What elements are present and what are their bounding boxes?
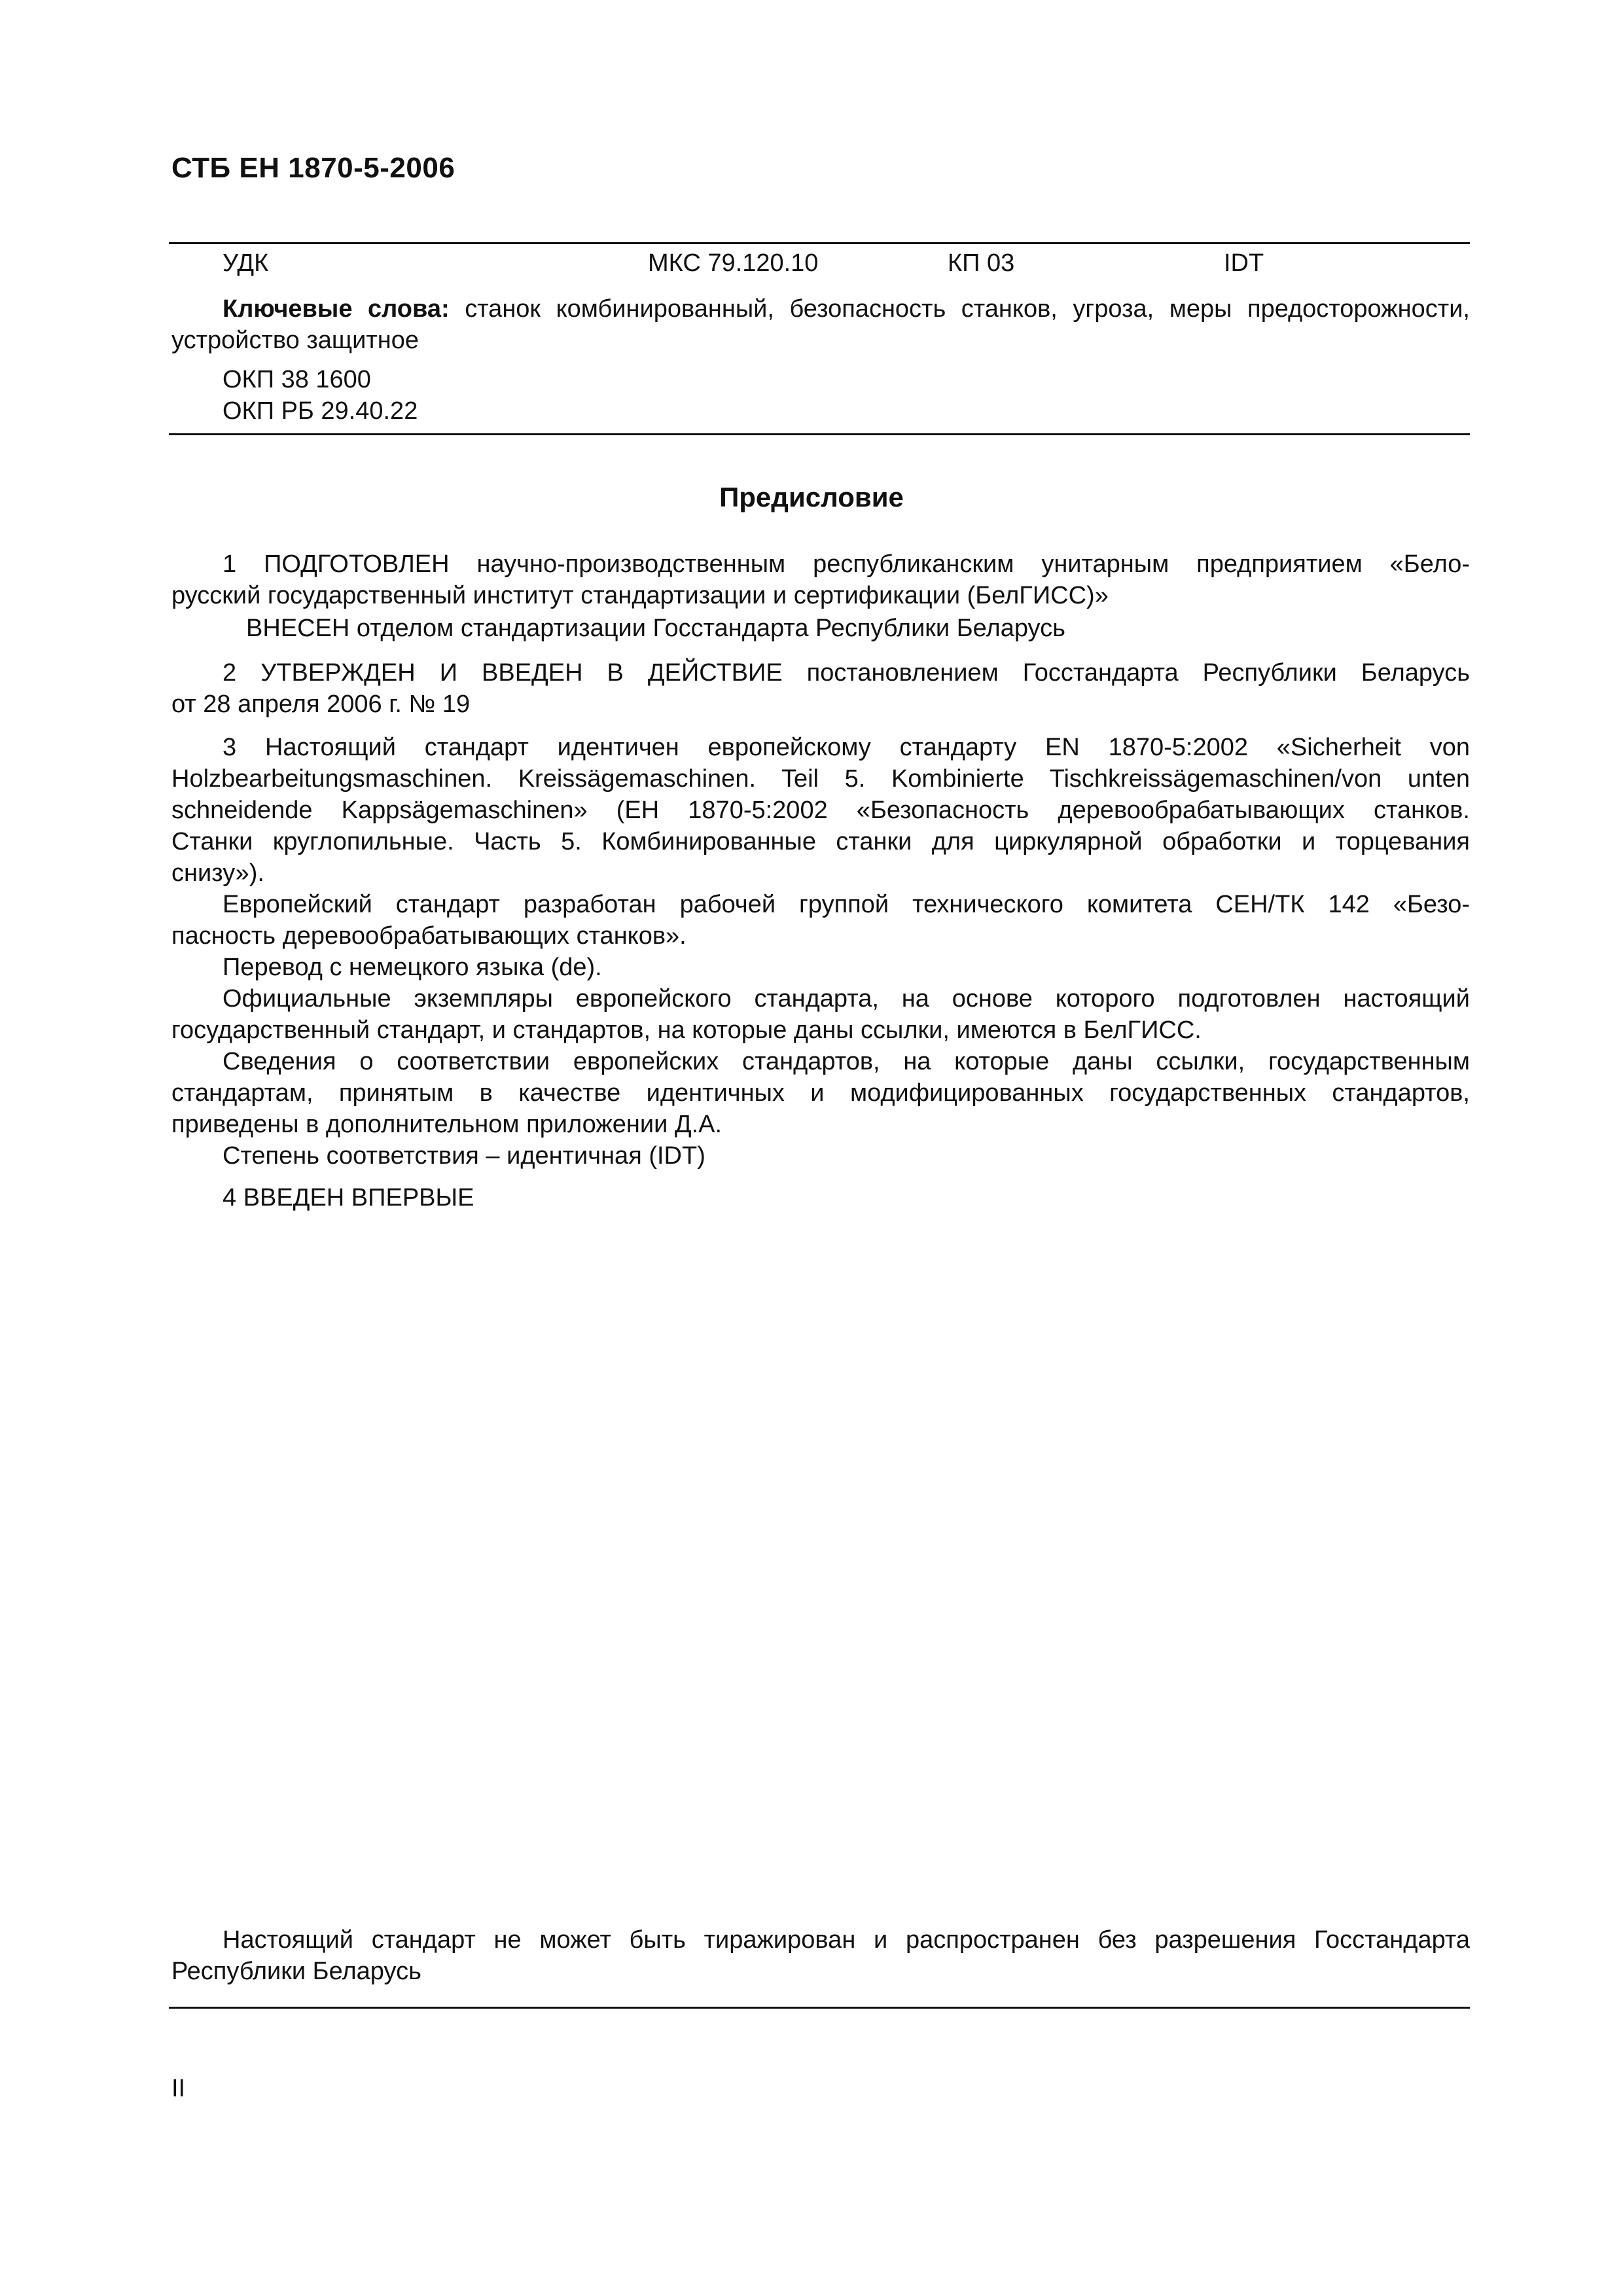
preface-item-3-line-5: снизу»). — [171, 859, 264, 887]
preface-item-1-line-1: 1 ПОДГОТОВЛЕН научно-производственным республиканским унитарным предприятием «Бело- — [223, 550, 1470, 578]
classification-divider — [169, 433, 1470, 435]
page-number: II — [171, 2075, 186, 2102]
document-code: СТБ ЕН 1870-5-2006 — [171, 152, 455, 184]
preface-item-3-line-10: государственный стандарт, и стандартов, на которые даны ссылки, имеются в БелГИСС. — [171, 1016, 1202, 1044]
preface-item-4: 4 ВВЕДЕН ВПЕРВЫЕ — [223, 1184, 474, 1211]
mks-code: МКС 79.120.10 — [648, 249, 819, 277]
preface-item-3-line-7: пасность деревообрабатывающих станков». — [171, 922, 687, 950]
preface-item-3-line-13: приведены в дополнительном приложении Д.А. — [171, 1111, 722, 1138]
preface-item-2-line-1: 2 УТВЕРЖДЕН И ВВЕДЕН В ДЕЙСТВИЕ постановлением Госстандарта Республики Беларусь — [223, 659, 1470, 687]
keywords-line-2: устройство защитное — [171, 327, 419, 354]
preface-item-2-line-2: от 28 апреля 2006 г. № 19 — [171, 691, 471, 718]
preface-item-3-line-4: Станки круглопильные. Часть 5. Комбинированные станки для циркулярной обработки и торцевания — [171, 828, 1470, 855]
preface-item-3-line-3: schneidende Kappsägemaschinen» (ЕН 1870-5:2002 «Безопасность деревообрабатывающих станков. — [171, 797, 1470, 824]
preface-item-3-line-6: Европейский стандарт разработан рабочей группой технического комитета СЕН/ТК 142 «Безо- — [223, 891, 1470, 918]
okp-code: ОКП 38 1600 — [223, 366, 371, 393]
preface-item-3-line-14: Степень соответствия – идентичная (IDT) — [223, 1142, 705, 1170]
keywords-text: станок комбинированный, безопасность станков, угроза, меры предосторожности, — [465, 295, 1470, 323]
preface-item-3-line-9: Официальные экземпляры европейского стандарта, на основе которого подготовлен настоящий — [223, 985, 1470, 1013]
preface-item-3-line-12: стандартам, принятым в качестве идентичных и модифицированных государственных стандартов, — [171, 1079, 1470, 1107]
footer-divider — [169, 2007, 1470, 2009]
preface-item-3-line-2: Holzbearbeitungsmaschinen. Kreissägemaschinen. Teil 5. Kombinierte Tischkreissägemaschinen/von unten — [171, 765, 1470, 793]
preface-title: Предисловие — [719, 482, 904, 512]
preface-item-3-line-11: Сведения о соответствии европейских стандартов, на которые даны ссылки, государственным — [223, 1048, 1470, 1075]
preface-item-1-line-2: русский государственный институт стандартизации и сертификации (БелГИСС)» — [171, 582, 1109, 609]
udk-label: УДК — [223, 249, 269, 277]
copyright-notice-line-1: Настоящий стандарт не может быть тиражирован и распространен без разрешения Госстандарта — [223, 1926, 1470, 1954]
preface-item-3-line-8: Перевод с немецкого языка (de). — [223, 954, 602, 981]
preface-item-1-line-3: ВНЕСЕН отделом стандартизации Госстандарта Республики Беларусь — [246, 615, 1065, 642]
kp-code: КП 03 — [948, 249, 1015, 277]
copyright-notice-line-2: Республики Беларусь — [171, 1958, 421, 1985]
okp-rb-code: ОКП РБ 29.40.22 — [223, 397, 418, 425]
top-divider — [169, 242, 1470, 244]
idt-code: IDT — [1224, 249, 1264, 277]
keywords-line-1 — [223, 293, 1470, 325]
keywords-label: Ключевые слова: — [223, 295, 450, 323]
preface-item-3-line-1: 3 Настоящий стандарт идентичен европейскому стандарту EN 1870-5:2002 «Sicherheit von — [223, 734, 1470, 761]
